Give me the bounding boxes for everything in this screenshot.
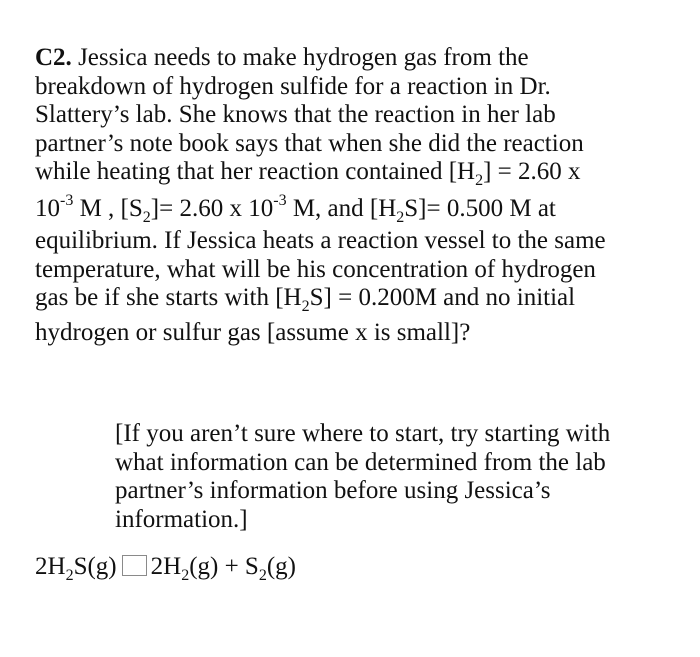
question-paragraph <box>35 44 675 347</box>
question-line-2: breakdown of hydrogen sulfide for a reaction in Dr. <box>35 72 551 100</box>
question-block <box>35 44 675 347</box>
hint-line-1: [If you aren’t sure where to start, try starting with <box>115 420 611 447</box>
question-label: C2. <box>35 44 72 71</box>
missing-glyph-box-icon <box>122 555 147 576</box>
question-line-1: C2. Jessica needs to make hydrogen gas from the <box>35 44 529 71</box>
question-line-6: $10^{-3}$ M , $[S_2]= 2.60$ x $10^{-3}$ M, and $[H_2S]= 0.500$ M at <box>35 191 556 226</box>
question-line-9: gas be if she starts with $[H_2S] = 0.200M$ and no initial <box>35 284 576 315</box>
reaction-equation: $2H_2S(g) 2H_2(g) + S_2(g)$ <box>35 553 296 584</box>
question-line-3: Slattery’s lab. She knows that the reaction in her lab <box>35 101 556 128</box>
hint-block <box>115 420 675 534</box>
hint-line-3: partner’s information before using Jessica’s <box>115 477 551 504</box>
question-line-10: hydrogen or sulfur gas [assume x is small]? <box>35 318 471 346</box>
hint-line-4: information.] <box>115 505 248 533</box>
question-line-7: equilibrium. If Jessica heats a reaction vessel to the same <box>35 227 606 254</box>
question-line-8: temperature, what will be his concentration of hydrogen <box>35 255 596 283</box>
hint-line-2: what information can be determined from the lab <box>115 448 606 476</box>
question-line-5: while heating that her reaction contained $[H_2] = 2.60$ x <box>35 158 581 189</box>
question-line-4: partner’s note book says that when she did the reaction <box>35 129 584 157</box>
